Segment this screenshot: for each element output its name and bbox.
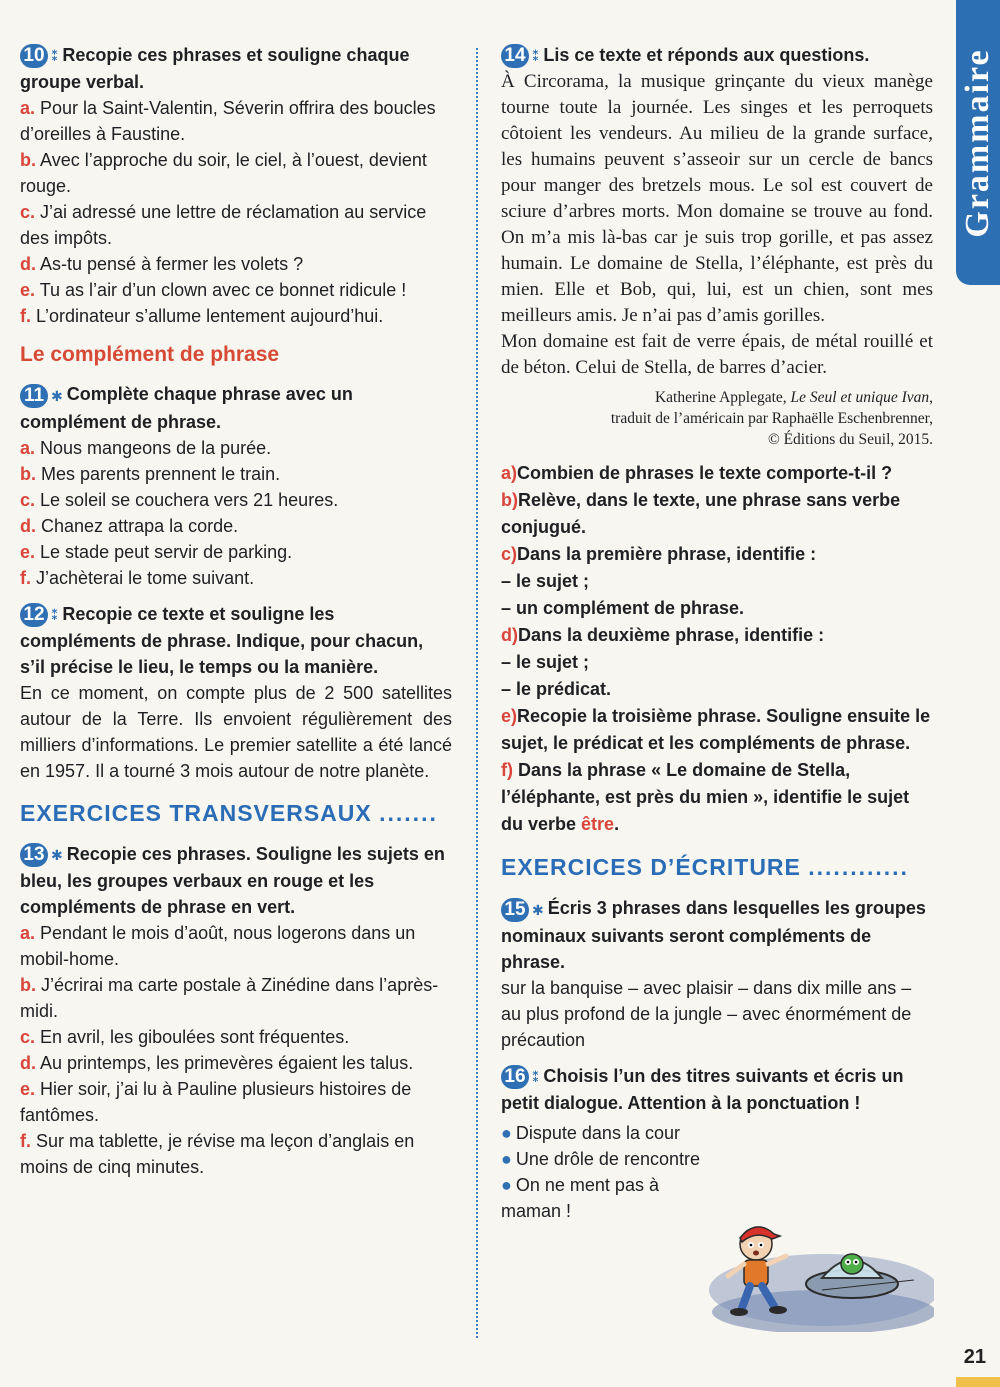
item-letter: f. [20, 567, 31, 588]
item-letter: a. [20, 923, 36, 943]
item-letter: d. [20, 254, 36, 275]
section-title-dots: ....... [379, 799, 438, 826]
exercise-number: 14 [501, 44, 529, 68]
list-item [501, 1172, 701, 1224]
bullet-text: Une drôle de rencontre [515, 1148, 700, 1169]
question-item [501, 595, 933, 622]
exercise-instruction: Lis ce texte et réponds aux questions. [543, 45, 870, 65]
bullet-icon: ● [501, 1148, 512, 1169]
question-item [501, 541, 933, 568]
side-tab-label: Grammaire [959, 47, 996, 238]
list-item [20, 539, 452, 565]
difficulty-icon: ⁑ [532, 48, 540, 65]
difficulty-icon: ✱ [51, 387, 63, 404]
exercise-number: 15 [501, 898, 529, 922]
bullet-text: Dispute dans la cour [515, 1122, 680, 1143]
item-letter: d. [20, 515, 36, 536]
question-text: Relève, dans le texte, une phrase sans verbe conjugué. [501, 490, 901, 538]
exercise-header [20, 42, 452, 95]
item-letter: f. [20, 1131, 31, 1151]
question-item [501, 487, 933, 541]
list-item [20, 199, 452, 251]
exercise-16 [501, 1063, 933, 1224]
question-highlight: être [581, 814, 615, 835]
question-letter: b) [501, 490, 518, 511]
bullet-icon: ● [501, 1122, 512, 1143]
difficulty-icon: ✱ [51, 847, 63, 863]
question-item [501, 676, 933, 703]
exercise-header [501, 42, 933, 69]
list-item [20, 1076, 452, 1128]
item-text: J’ai adressé une lettre de réclamation au service des impôts. [20, 202, 427, 249]
exercise-number: 12 [20, 603, 48, 627]
exercise-number: 10 [20, 44, 48, 68]
list-item [20, 251, 452, 277]
question-list [501, 460, 933, 838]
section-title-transversaux [20, 800, 452, 827]
question-text: – un complément de phrase. [501, 598, 745, 619]
question-item [501, 568, 933, 595]
item-text: Avec l’approche du soir, le ciel, à l’ouest, devient rouge. [20, 150, 427, 197]
item-letter: c. [20, 1027, 36, 1047]
exercise-instruction: Écris 3 phrases dans lesquelles les groupes nominaux suivants seront compléments de phrase. [501, 898, 926, 972]
item-letter: f. [20, 306, 31, 327]
text-credit [501, 387, 933, 450]
exercise-13 [20, 841, 452, 1180]
exercise-10 [20, 42, 452, 329]
exercise-instruction: Recopie ces phrases et souligne chaque groupe verbal. [20, 45, 410, 93]
credit-punct: , [929, 389, 933, 407]
page-corner-bar [956, 1377, 1000, 1387]
exercise-instruction: Recopie ces phrases. Souligne les sujets en bleu, les groupes verbaux en rouge et les compléments de phrase en vert. [20, 843, 445, 917]
item-text: Nous mangeons de la purée. [40, 437, 272, 458]
difficulty-icon: ⁑ [51, 48, 59, 65]
exercise-header [20, 381, 452, 434]
question-letter: f) [501, 760, 513, 781]
list-item [20, 1050, 452, 1076]
column-divider [476, 48, 478, 1338]
credit-line-1 [501, 387, 933, 408]
list-item [20, 277, 452, 303]
item-text: Le soleil se couchera vers 21 heures. [40, 489, 339, 510]
item-text: Chanez attrapa la corde. [41, 515, 239, 536]
item-letter: e. [20, 541, 36, 562]
item-text: L’ordinateur s’allume lentement aujourd’hui. [36, 306, 384, 327]
credit-line-3: © Éditions du Seuil, 2015. [767, 431, 933, 449]
page-number: 21 [963, 1346, 986, 1368]
item-text: Hier soir, j’ai lu à Pauline plusieurs histoires de fantômes. [20, 1079, 412, 1125]
credit-line-2: traduit de l’américain par Raphaëlle Eschenbrenner, [610, 410, 933, 428]
exercise-header [20, 841, 452, 920]
difficulty-icon: ✱ [532, 901, 544, 918]
item-letter: d. [20, 1053, 36, 1073]
item-text: As-tu pensé à fermer les volets ? [40, 254, 304, 275]
list-item [20, 972, 452, 1024]
question-item [501, 703, 933, 757]
exercise-number: 11 [20, 384, 48, 408]
item-list [20, 95, 452, 329]
question-text: – le sujet ; [501, 652, 590, 673]
list-item [20, 565, 452, 591]
question-text: Dans la phrase « Le domaine de Stella, l’éléphante, est près du mien », identifie le sujet du verbe [501, 760, 910, 835]
question-item [501, 757, 933, 838]
section-title-dots: ............ [808, 854, 909, 881]
item-letter: e. [20, 280, 36, 301]
question-item [501, 649, 933, 676]
exercise-instruction: Complète chaque phrase avec un complément de phrase. [20, 384, 353, 432]
item-list [20, 435, 452, 591]
question-text: – le prédicat. [501, 679, 612, 700]
section-title-ecriture [501, 854, 933, 881]
item-letter: c. [20, 202, 36, 223]
list-item [20, 147, 452, 199]
exercise-header [501, 1063, 933, 1116]
exercise-12 [20, 601, 452, 784]
item-letter: c. [20, 489, 36, 510]
exercise-number: 13 [20, 843, 48, 867]
item-letter: b. [20, 463, 36, 484]
item-text: Sur ma tablette, je révise ma leçon d’anglais en moins de cinq minutes. [20, 1131, 415, 1177]
list-item [501, 1120, 701, 1146]
question-text: Recopie la troisième phrase. Souligne ensuite le sujet, le prédicat et les compléments de phrase. [501, 706, 931, 754]
reading-text-2: Mon domaine est fait de verre épais, de métal rouillé et de béton. Celui de Stella, de barres d’acier. [501, 331, 933, 379]
exercise-header [501, 895, 933, 974]
item-text: J’écrirai ma carte postale à Zinédine dans l’après-midi. [20, 975, 439, 1021]
bullet-icon: ● [501, 1174, 512, 1195]
reading-text: À Circorama, la musique grinçante du vieux manège tourne toute la journée. Les singes et les perroquets côtoient les vendeurs. Au milieu de la grande surface, les humains peuvent s’asseoir sur un cercle de bancs pour manger des bretzels mous. Le sol est couvert de sciure d’arbres morts. Mon domaine se trouve au fond. On m’a mis là-bas car je suis trop gorille, et pas assez humain. Le domaine de Stella, l’éléphante, est près du mien. Elle et Bob, qui, lui, est un chien, sont mes meilleurs amis. Je n’ai pas d’amis gorilles. [501, 71, 933, 327]
item-text: J’achèterai le tome suivant. [36, 567, 255, 588]
exercise-text: sur la banquise – avec plaisir – dans dix mille ans – au plus profond de la jungle – avec énormément de précaution [501, 977, 912, 1050]
bullet-text: On ne ment pas à maman ! [501, 1174, 659, 1221]
item-letter: a. [20, 98, 36, 119]
list-item [20, 303, 452, 329]
list-item [20, 435, 452, 461]
exercise-header [20, 601, 452, 680]
alien-encounter-illustration [704, 1212, 934, 1332]
list-item [20, 1024, 452, 1050]
right-column [501, 42, 933, 1234]
item-text: Le stade peut servir de parking. [40, 541, 293, 562]
question-letter: c) [501, 544, 518, 565]
list-item [20, 920, 452, 972]
item-text: En avril, les giboulées sont fréquentes. [40, 1027, 350, 1047]
exercise-number: 16 [501, 1065, 529, 1089]
item-letter: b. [20, 150, 36, 171]
exercise-instruction: Recopie ce texte et souligne les compléments de phrase. Indique, pour chacun, s’il précise le lieu, le temps ou la manière. [20, 603, 424, 677]
exercise-11 [20, 381, 452, 590]
question-punct: . [614, 814, 620, 835]
item-text: Au printemps, les primevères égaient les talus. [40, 1053, 414, 1073]
list-item [20, 487, 452, 513]
question-text: – le sujet ; [501, 571, 590, 592]
item-text: Mes parents prennent le train. [41, 463, 281, 484]
difficulty-icon: ⁑ [51, 606, 59, 623]
exercise-instruction: Choisis l’un des titres suivants et écris un petit dialogue. Attention à la ponctuation ! [501, 1065, 904, 1113]
question-text: Dans la première phrase, identifie : [517, 544, 817, 565]
side-tab [956, 0, 1000, 285]
item-list [20, 920, 452, 1180]
section-title-text: EXERCICES TRANSVERSAUX [20, 799, 372, 826]
item-text: Pendant le mois d’août, nous logerons dans un mobil-home. [20, 923, 416, 969]
item-text: Pour la Saint-Valentin, Séverin offrira des boucles d’oreilles à Faustine. [20, 98, 436, 145]
list-item [20, 1128, 452, 1180]
question-text: Combien de phrases le texte comporte-t-il ? [517, 463, 893, 484]
credit-title: Le Seul et unique Ivan [790, 389, 930, 407]
question-item [501, 460, 933, 487]
credit-author: Katherine Applegate, [654, 389, 791, 407]
list-item [20, 461, 452, 487]
list-item [501, 1146, 701, 1172]
item-letter: e. [20, 1079, 36, 1099]
item-letter: a. [20, 437, 36, 458]
question-letter: e) [501, 706, 518, 727]
section-title-text: EXERCICES D’ÉCRITURE [501, 854, 801, 881]
question-letter: d) [501, 625, 518, 646]
question-text: Dans la deuxième phrase, identifie : [518, 625, 825, 646]
left-column [20, 42, 452, 1190]
exercise-15 [501, 895, 933, 1052]
question-item [501, 622, 933, 649]
difficulty-icon: ⁑ [532, 1068, 540, 1085]
item-text: Tu as l’air d’un clown avec ce bonnet ridicule ! [39, 280, 407, 301]
exercise-14 [501, 42, 933, 838]
list-item [20, 513, 452, 539]
section-title-complement: Le complément de phrase [20, 343, 280, 367]
title-choices [501, 1120, 701, 1224]
item-letter: b. [20, 975, 36, 995]
exercise-text: En ce moment, on compte plus de 2 500 satellites autour de la Terre. Ils envoient régulièrement des milliers d’informations. Le premier satellite a été lancé en 1957. Il a tourné 3 mois autour de notre planète. [20, 682, 452, 781]
question-letter: a) [501, 463, 518, 484]
list-item [20, 95, 452, 147]
